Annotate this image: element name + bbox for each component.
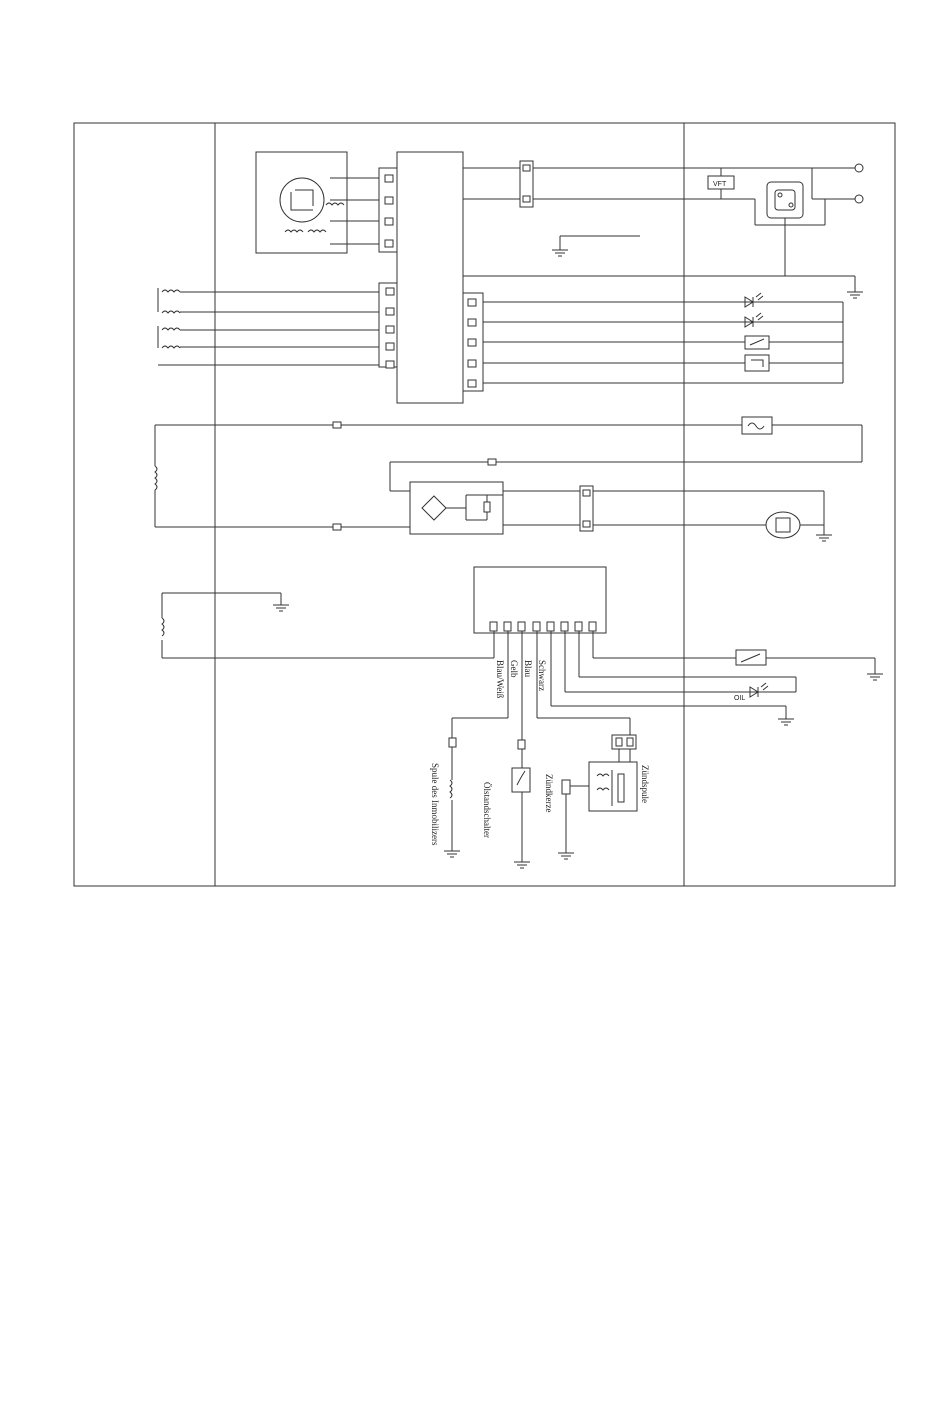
rectifier-box (410, 482, 503, 534)
dc-fuse (390, 417, 862, 491)
wire-label-blau: Blau (523, 660, 533, 677)
label-zuendkerze: Zündkerze (544, 774, 554, 813)
spark-plug (544, 774, 589, 859)
control-unit-box (397, 152, 463, 403)
main-connector (379, 168, 397, 252)
stator-block (256, 152, 386, 253)
vft-label: VFT (713, 181, 727, 188)
oil-label: OIL (734, 695, 746, 702)
cdi-wire-labels (495, 660, 547, 699)
immobilizer-coil (430, 718, 508, 857)
outlet-socket (755, 182, 825, 276)
dc-socket (766, 512, 800, 538)
oil-level-switch (482, 740, 530, 868)
alternator-coils (158, 283, 397, 368)
wire-label-blau-weiss: Blau/Weiß (495, 660, 505, 699)
stop-switch (593, 650, 883, 680)
wire-label-schwarz: Schwarz (537, 660, 547, 691)
ac-outlet-connector (520, 161, 863, 207)
ground-symbol (552, 236, 640, 256)
vft-meter (708, 168, 734, 199)
panel-switches (745, 336, 769, 371)
ignition-coil-left (162, 593, 494, 658)
label-zuendspule: Zündspule (640, 765, 650, 803)
label-oelstandschalter: Ölstandschalter (482, 782, 492, 838)
label-spule: Spule des Inmobilizers (430, 763, 440, 846)
cdi-unit (474, 567, 606, 740)
wire-label-gelb: Gelb (509, 660, 519, 678)
